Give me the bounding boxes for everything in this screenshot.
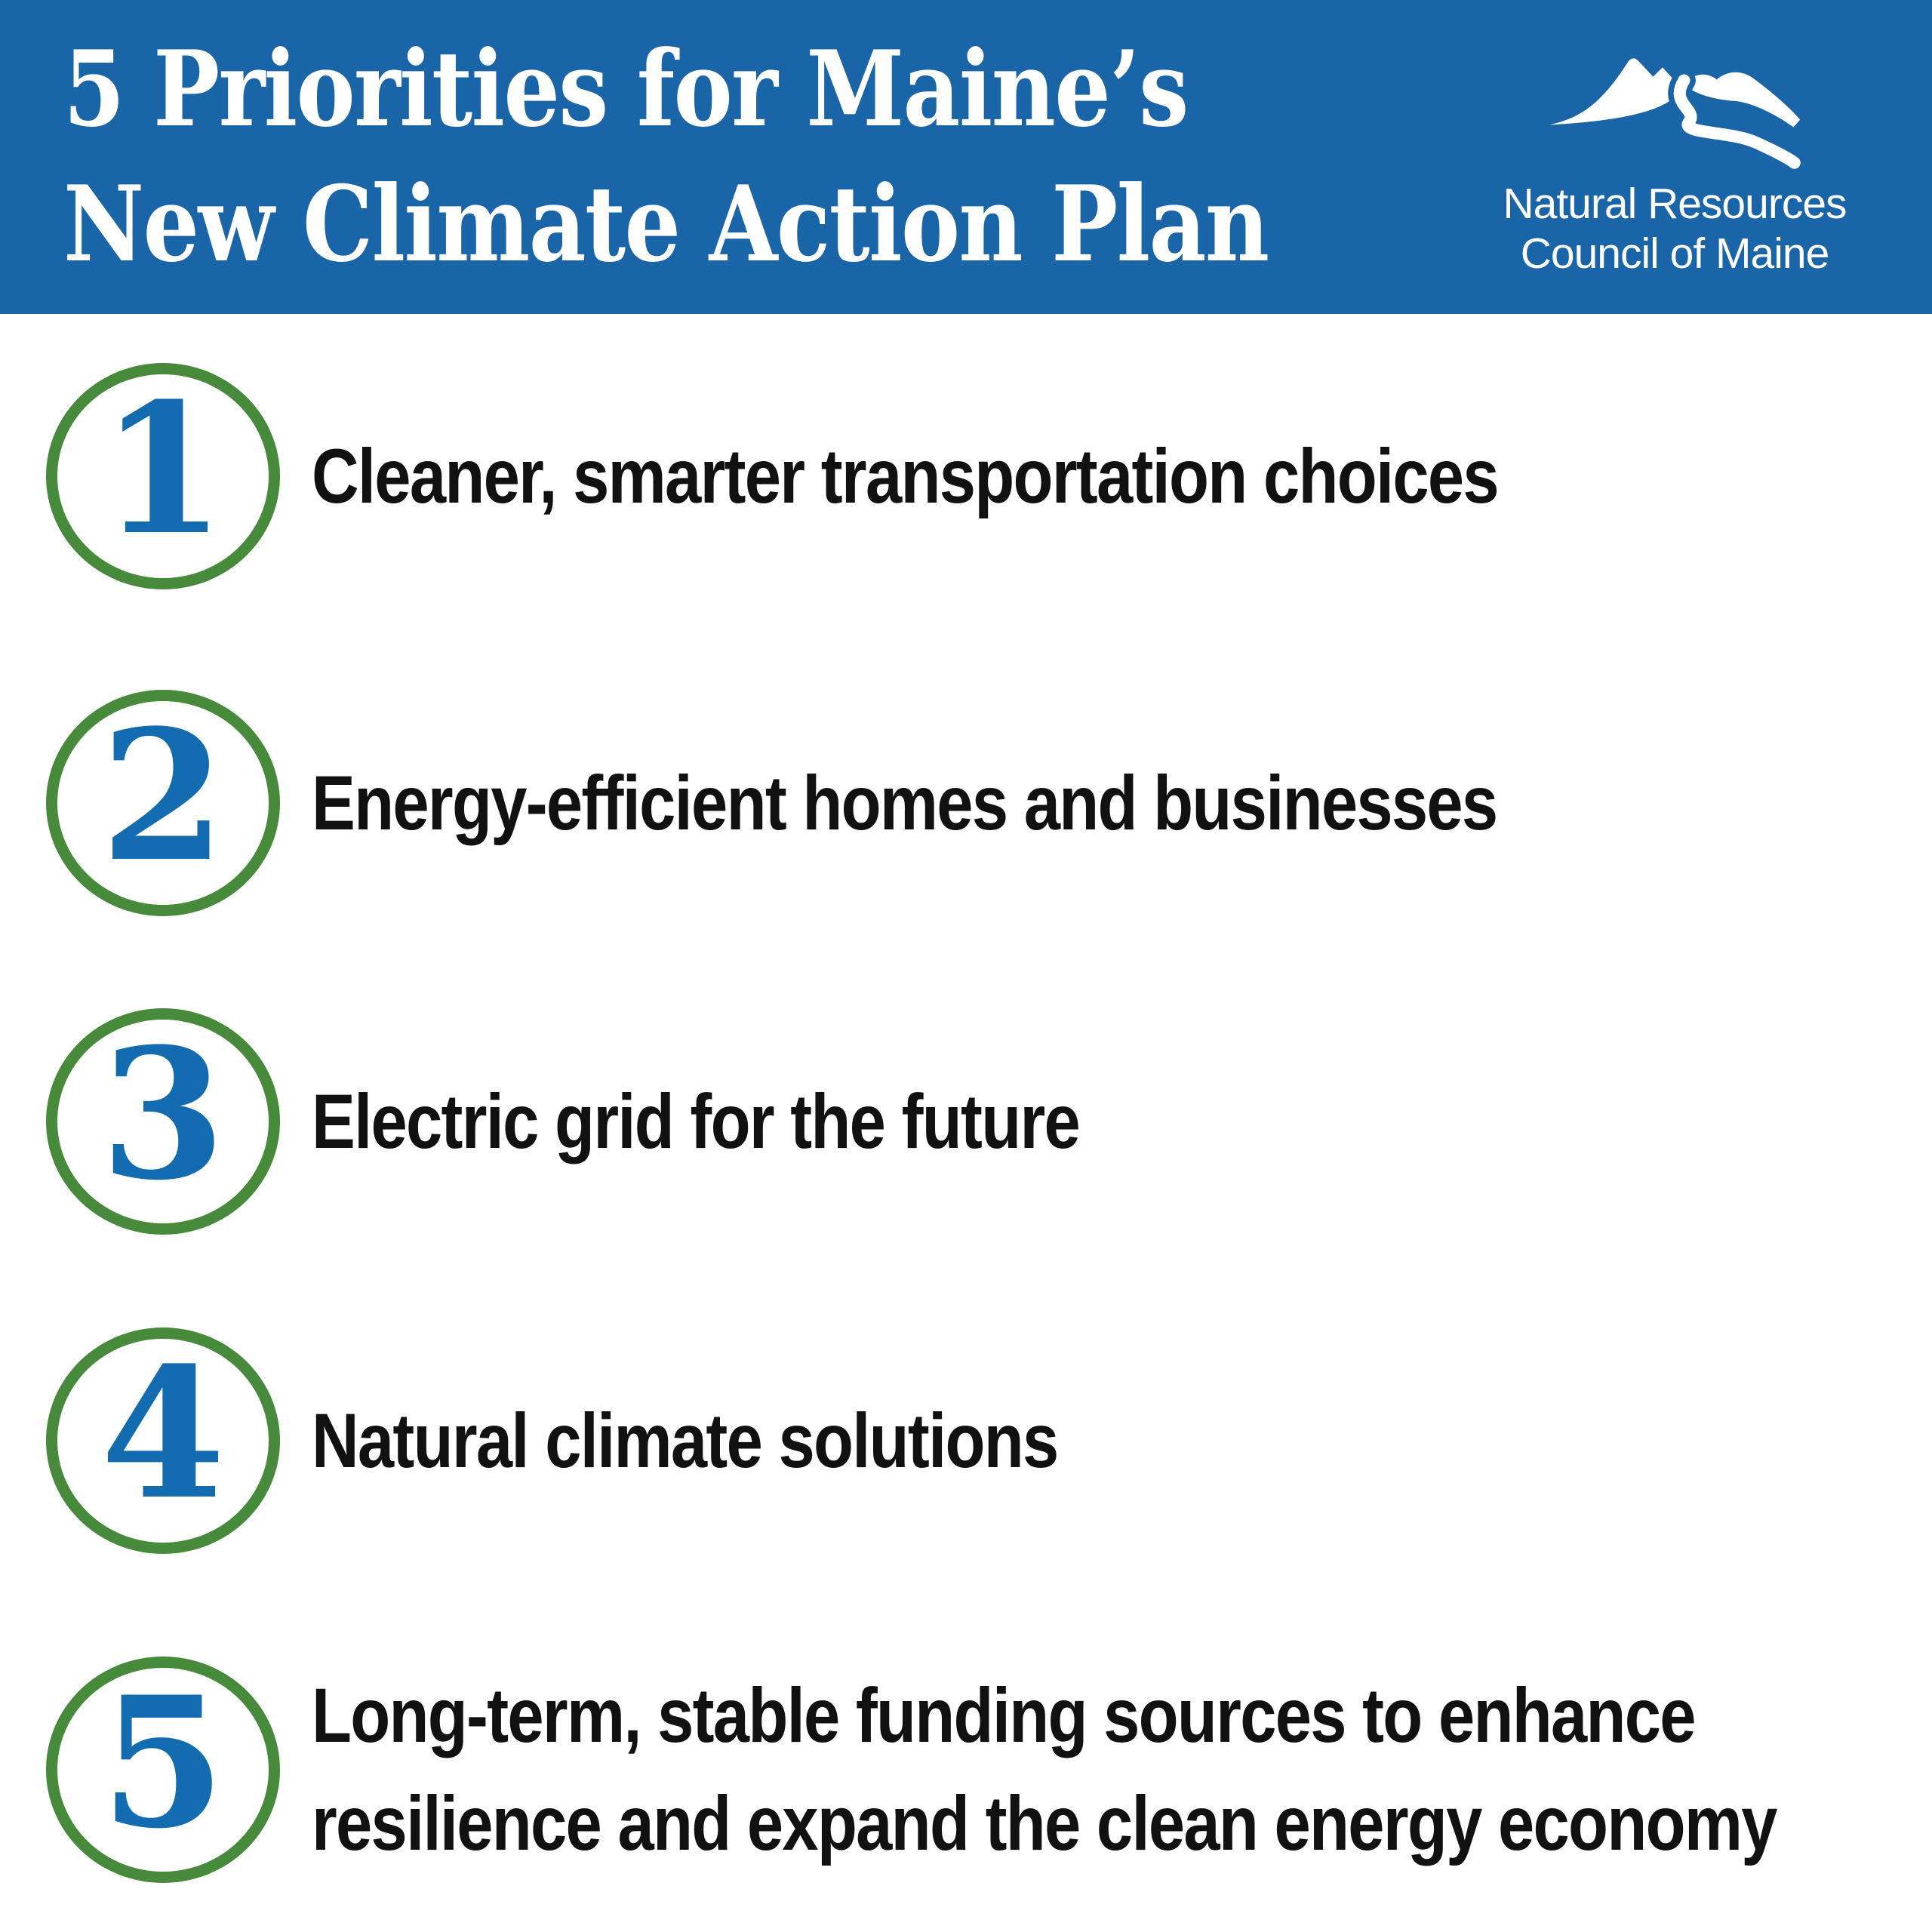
nrcm-logo [1452, 39, 1897, 278]
priority-row-5 [46, 1657, 1932, 1883]
priority-3-number: 3 [100, 1010, 226, 1220]
page-title-line1: 5 Priorities for Maine’s [63, 27, 1188, 150]
logo-org-line2: Council of Maine [1520, 229, 1829, 278]
priority-1-circle [46, 363, 280, 589]
priority-4-text: Natural climate solutions [312, 1397, 1058, 1484]
logo-org-name [1452, 180, 1897, 278]
header-band [0, 0, 1932, 314]
priority-5-number: 5 [100, 1658, 226, 1869]
priority-2-text: Energy-efficient homes and businesses [312, 759, 1497, 846]
priority-5-text: Long-term, stable funding sources to enhance resilience and expand the clean energy economy [312, 1672, 1777, 1866]
priority-row-4 [46, 1327, 1189, 1554]
priority-3-circle [46, 1008, 280, 1235]
priority-1-text: Cleaner, smarter transportation choices [312, 432, 1498, 519]
priority-2-circle [46, 690, 280, 916]
priority-row-3 [46, 1008, 1215, 1235]
priority-row-1 [46, 363, 1707, 589]
priority-5-circle [46, 1657, 280, 1883]
page-title-line2: New Climate Action Plan [63, 162, 1269, 286]
mountains-river-icon [1527, 39, 1823, 180]
priority-4-number: 4 [100, 1329, 226, 1540]
priority-3-text: Electric grid for the future [312, 1078, 1080, 1164]
priority-4-circle [46, 1327, 280, 1554]
priority-1-number: 1 [100, 365, 226, 575]
logo-org-line1: Natural Resources [1503, 180, 1847, 228]
page-title [63, 21, 1268, 292]
priority-2-number: 2 [100, 691, 226, 902]
priority-row-2 [46, 690, 1706, 916]
